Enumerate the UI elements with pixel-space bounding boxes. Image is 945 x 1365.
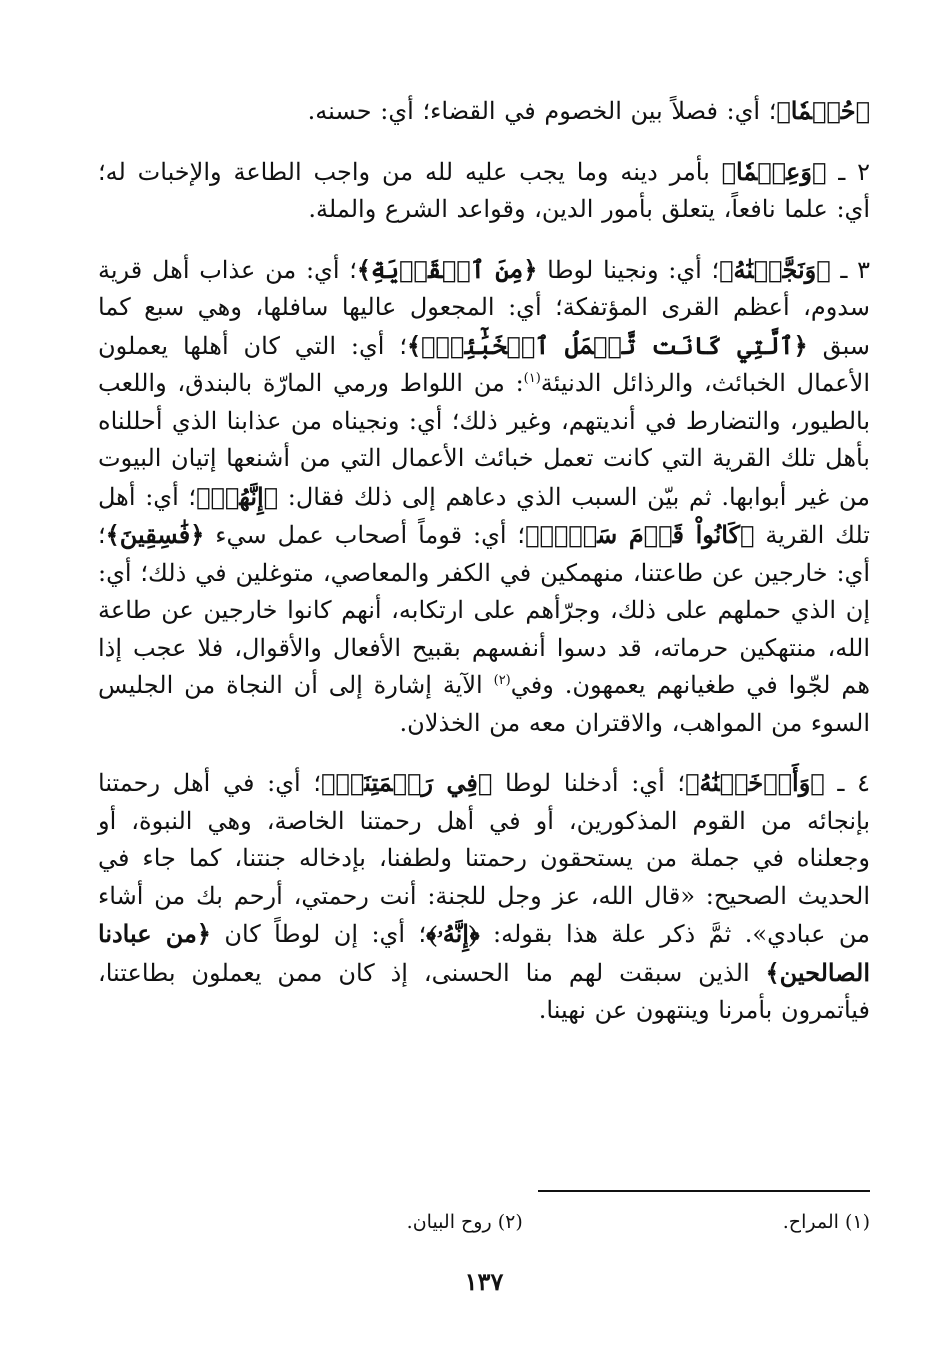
paragraph-text: ؛ أي: فصلاً بين الخصوم في القضاء؛ أي: حسنه.: [307, 97, 777, 125]
quran-quote: ﴿فِي رَحۡمَتِنَآۖ﴾: [321, 768, 493, 797]
paragraph-text: ٢ ـ: [826, 157, 871, 186]
paragraph-najjaynahu: [98, 251, 870, 743]
quran-quote: ﴿وَنَجَّيۡنَٰهُ﴾: [719, 254, 831, 284]
quran-quote: ﴿إِنَّهُمۡ﴾: [196, 481, 279, 511]
paragraph-text: ؛ أي: في أهل رحمتنا بإنجائه من القوم المذكورين، أو في أهل رحمتنا الخاصة، وهي النبوة، أو وجعلناه في جملة من يستحقون رحمتنا ولطفنا، بإدخاله جنتنا، كما جاء في الحديث الصحيح: «قال الله، عز وجل للجنة: أنت رحمتي، أرحم بك من أشاء من عبادي». ثمَّ ذكر علة هذا بقوله:: [98, 769, 871, 948]
footnote-1-text: المراح.: [782, 1211, 839, 1233]
paragraph-text: ؛ أي: قوماً أصحاب عمل سيء: [204, 521, 526, 549]
paragraph-text: ؛ أي: أدخلنا لوطا: [492, 769, 686, 797]
paragraph-text: ٣ ـ: [830, 255, 870, 284]
paragraph-hukm: [98, 92, 870, 131]
paragraph-text: : من اللواط ورمي المارّة بالبندق، واللعب بالطيور، والتضارط في أنديتهم، وغير ذلك؛ أي: ونجيناه من عذابنا الذي أحللناه بأهل تلك القرية التي كانت تعمل خبائث الأعمال التي من أشنعها إتيان البيوت من غير أبوابها. ثم بيّن السبب الذي دعاهم إلى ذلك فقال:: [98, 369, 870, 511]
paragraph-text: ؛ أي: ونجينا لوطا: [537, 255, 720, 284]
quran-quote: ﴿إِنَّهُۥ﴾: [426, 919, 480, 948]
body-text: [98, 92, 870, 1030]
paragraph-text: ٤ ـ: [824, 769, 870, 797]
paragraph-gap: [98, 131, 870, 153]
paragraph-gap: [98, 742, 870, 764]
footnotes: [98, 1208, 870, 1236]
footnote-1: [783, 1208, 870, 1236]
paragraph-text: الذين سبقت لهم منا الحسنى، إذ كان ممن يعملون بطاعتنا، فيأتمرون بأمرنا وينتهون عن نهينا.: [98, 958, 870, 1024]
footnote-divider: [538, 1190, 870, 1192]
footnote-2-number: (٢): [497, 1211, 523, 1233]
paragraph-text: ؛ أي: من عذاب أهل قرية سدوم، أعظم القرى المؤتفكة؛ أي: المجعول عاليها سافلها، وهي سبع كما سبق: [98, 255, 871, 360]
paragraph-text: ؛ أي: إن لوطاً كان: [210, 920, 427, 948]
quran-quote: ﴿حُكۡمٗا﴾: [776, 96, 870, 125]
quran-quote: ﴿من عبادنا الصالحين﴾: [98, 919, 870, 987]
paragraph-text: ؛ أي: أهل تلك القرية: [98, 482, 870, 549]
quran-quote: ﴿فَٰسِقِينَ﴾: [105, 520, 205, 549]
paragraph-ilm: [98, 153, 870, 229]
footnote-reference: (٢): [493, 673, 511, 688]
footnote-1-number: (١): [844, 1211, 870, 1233]
paragraph-text: ؛ أي: التي كان أهلها يعملون الأعمال الخبائث، والرذائل الدنيئة: [98, 331, 870, 397]
book-page: [98, 92, 870, 1332]
page-number: ١٣٧: [464, 1267, 504, 1296]
quran-quote: ﴿ٱلَّتِي كَانَت تَّعۡمَلُ ٱلۡخَبَٰٓئِثَۚ﴾: [406, 330, 808, 360]
quran-quote: ﴿وَأَدۡخَلۡنَٰهُ﴾: [685, 768, 825, 797]
paragraph-text: الآية إشارة إلى أن النجاة من الجليس السوء من المواهب، والاقتران معه من الخذلان.: [98, 671, 870, 737]
footnote-reference: (١): [523, 371, 541, 386]
paragraph-adkhalnahu: [98, 764, 870, 1030]
paragraph-gap: [98, 229, 870, 251]
footnote-2-text: روح البيان.: [406, 1211, 492, 1233]
paragraph-text: بأمر دينه وما يجب عليه لله من واجب الطاعة والإخبات له؛ أي: علما نافعاً، يتعلق بأمور الدين، وقواعد الشرع والملة.: [98, 157, 870, 223]
footnote-2: [407, 1208, 523, 1236]
quran-quote: ﴿مِنَ ٱلۡقَرۡيَةِ﴾: [356, 254, 538, 284]
quran-quote: ﴿وَعِلۡمٗا﴾: [721, 156, 827, 186]
paragraph-text: ؛ أي: خارجين عن طاعتنا، منهمكين في الكفر والمعاصي، متوغلين في ذلك؛ أي: إن الذي حملهم على ذلك، وجرّأهم على ارتكابه، أنهم كانوا خارجين عن طاعة الله، منتهكين حرماته، قد دسوا أنفسهم بقبيح الأفعال والأقوال، فلا عجب إذا هم لجّوا في طغيانهم يعمهون. وفي: [98, 521, 871, 699]
quran-quote: ﴿كَانُواْ قَوۡمَ سَوۡءٖ﴾: [525, 520, 755, 549]
